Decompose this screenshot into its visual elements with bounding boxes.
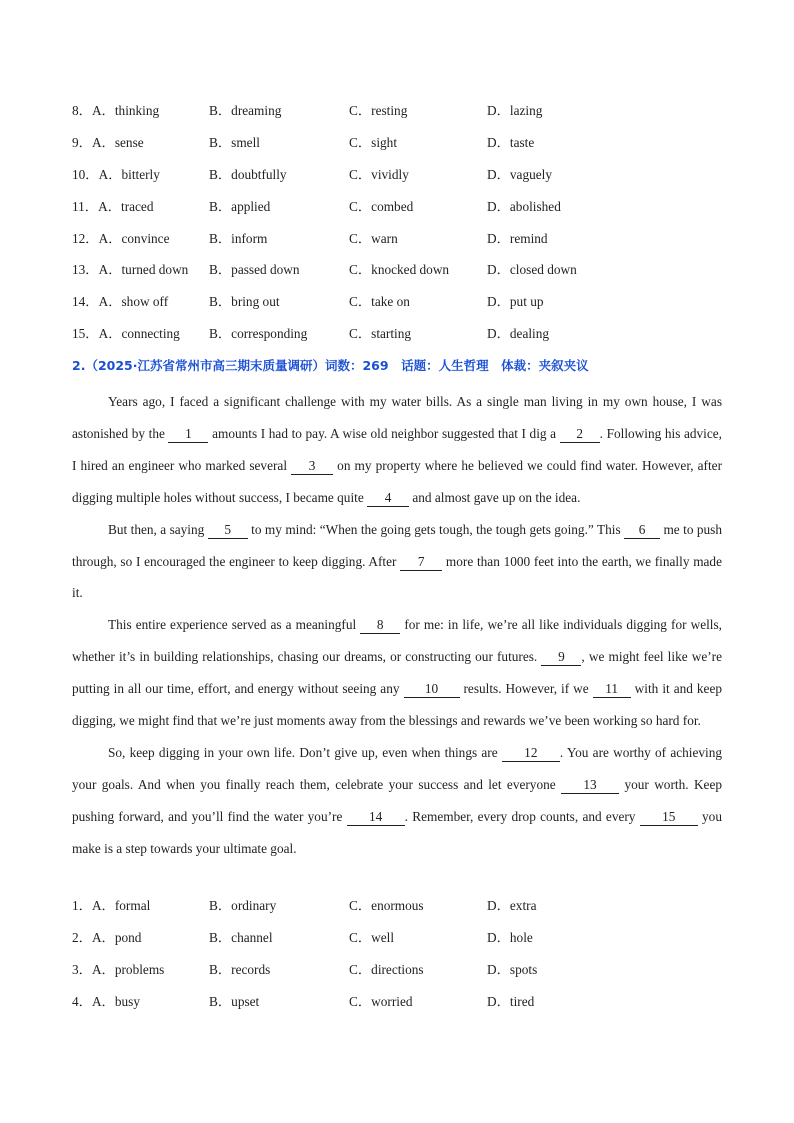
- blank-6: 6: [624, 522, 660, 539]
- question-number: 3．: [72, 961, 92, 977]
- option-a: A．convince: [98, 230, 170, 246]
- blank-10: 10: [404, 681, 460, 698]
- option-a: A．traced: [98, 198, 154, 214]
- option-d: D．extra: [487, 898, 537, 913]
- options-list-bottom: [72, 896, 732, 1024]
- paragraph-1: Years ago, I faced a significant challenge with my water bills. As a single man living in my own house, I was astonished by the 1 amounts I had to pay. A wise old neighbor suggested that I dig a 2 . Following his advice, I hired an engineer who marked several 3 on my property where he believed we could find water. However, after digging multiple holes without success, I became quite 4 and almost gave up on the idea.: [72, 394, 722, 505]
- option-d: D．tired: [487, 993, 535, 1009]
- option-d: D．remind: [487, 230, 548, 246]
- option-d: D．dealing: [487, 326, 550, 342]
- option-d: D．put up: [487, 294, 544, 310]
- option-row: [72, 928, 732, 960]
- option-b: B．dreaming: [209, 103, 282, 118]
- option-row: [72, 896, 732, 928]
- option-d: D．vaguely: [487, 166, 552, 182]
- option-a: A．sense: [91, 134, 144, 150]
- option-b: B．bring out: [209, 294, 280, 310]
- question-number: 1．: [72, 898, 92, 913]
- option-a: A．show off: [98, 294, 169, 310]
- option-d: D．closed down: [487, 262, 577, 278]
- option-b: B．smell: [209, 134, 260, 150]
- option-d: D．taste: [487, 134, 535, 150]
- option-b: B．channel: [209, 929, 273, 945]
- blank-15: 15: [640, 809, 698, 826]
- option-row: [72, 960, 732, 992]
- blank-3: 3: [291, 458, 333, 475]
- option-d: D．lazing: [487, 103, 543, 118]
- question-number: 15．: [72, 326, 99, 342]
- blank-4: 4: [367, 490, 409, 507]
- question-number: 12．: [72, 230, 99, 246]
- option-b: B．inform: [209, 230, 268, 246]
- blank-12: 12: [502, 745, 560, 762]
- blank-5: 5: [208, 522, 248, 539]
- blank-13: 13: [561, 777, 619, 794]
- question-number: 13．: [72, 262, 99, 278]
- question-number: 10．: [72, 166, 99, 182]
- option-c: C．warn: [349, 230, 398, 246]
- option-c: C．worried: [349, 993, 413, 1009]
- question-number: 11．: [72, 198, 99, 214]
- blank-2: 2: [560, 426, 600, 443]
- option-row: [72, 260, 732, 292]
- paragraph-3: This entire experience served as a meaningful 8 for me: in life, we’re all like individuals digging for wells, whether it’s in building relationships, chasing our dreams, or constructing our futures. 9 , we might feel like we’re putting in all our time, effort, and energy without seeing any 10 results. However, if we 11 with it and keep digging, we might find that we’re just moments away from the blessings and rewards we’ve been working so hard for.: [72, 617, 723, 729]
- blank-14: 14: [347, 809, 405, 826]
- option-d: D．hole: [487, 929, 533, 945]
- option-c: C．enormous: [349, 898, 424, 913]
- option-a: A．turned down: [98, 262, 189, 278]
- option-b: B．doubtfully: [209, 166, 287, 182]
- option-b: B．ordinary: [209, 898, 277, 913]
- options-list-top: [72, 101, 732, 356]
- question-number: 14．: [72, 294, 99, 310]
- option-a: A．connecting: [98, 326, 180, 342]
- option-b: B．upset: [209, 993, 260, 1009]
- option-c: C．take on: [349, 294, 410, 310]
- option-c: C．resting: [349, 103, 408, 118]
- option-c: C．knocked down: [349, 262, 450, 278]
- option-d: D．spots: [487, 961, 538, 977]
- option-row: [72, 324, 732, 356]
- blank-1: 1: [168, 426, 208, 443]
- option-b: B．records: [209, 961, 271, 977]
- option-row: [72, 133, 732, 165]
- option-row: [72, 229, 732, 261]
- option-c: C．combed: [349, 198, 414, 214]
- option-d: D．abolished: [487, 198, 561, 214]
- option-row: [72, 992, 732, 1024]
- option-a: A．formal: [91, 898, 151, 913]
- blank-9: 9: [541, 649, 581, 666]
- option-a: A．bitterly: [98, 166, 160, 182]
- option-row: [72, 165, 732, 197]
- option-a: A．pond: [91, 929, 142, 945]
- option-c: C．well: [349, 929, 395, 945]
- blank-7: 7: [400, 554, 442, 571]
- option-row: [72, 101, 732, 133]
- option-row: [72, 292, 732, 324]
- option-c: C．vividly: [349, 166, 409, 182]
- question-number: 9．: [72, 134, 92, 150]
- option-c: C．starting: [349, 326, 412, 342]
- option-a: A．busy: [91, 993, 140, 1009]
- option-b: B．passed down: [209, 262, 300, 278]
- option-a: A．thinking: [91, 103, 160, 118]
- paragraph-2: But then, a saying 5 to my mind: “When the going gets tough, the tough gets going.” This 6 me to push through, so I encouraged the engineer to keep digging. After 7 more than 1000 feet into the earth, we finally made it.: [72, 521, 723, 601]
- blank-11: 11: [593, 681, 631, 698]
- option-row: [72, 197, 732, 229]
- option-c: C．directions: [349, 961, 424, 977]
- option-a: A．problems: [91, 961, 165, 977]
- blank-8: 8: [360, 617, 400, 634]
- question-number: 2．: [72, 929, 92, 945]
- option-c: C．sight: [349, 134, 398, 150]
- paragraph-4: So, keep digging in your own life. Don’t give up, even when things are 12 . You are worthy of achieving your goals. And when you finally reach them, celebrate your success and let everyone 13 your worth. Keep pushing forward, and you’ll find the water you’re 14 . Remember, every drop counts, and every 15 you make is a step towards your ultimate goal.: [72, 744, 723, 856]
- question-number: 8．: [72, 103, 92, 118]
- question-number: 4．: [72, 993, 92, 1009]
- cloze-passage: [72, 386, 722, 865]
- option-b: B．corresponding: [209, 326, 308, 342]
- section-heading: 2.（2025·江苏省常州市高三期末质量调研）词数：269 话题：人生哲理 体裁：夹叙夹议: [72, 358, 589, 373]
- option-b: B．applied: [209, 198, 271, 214]
